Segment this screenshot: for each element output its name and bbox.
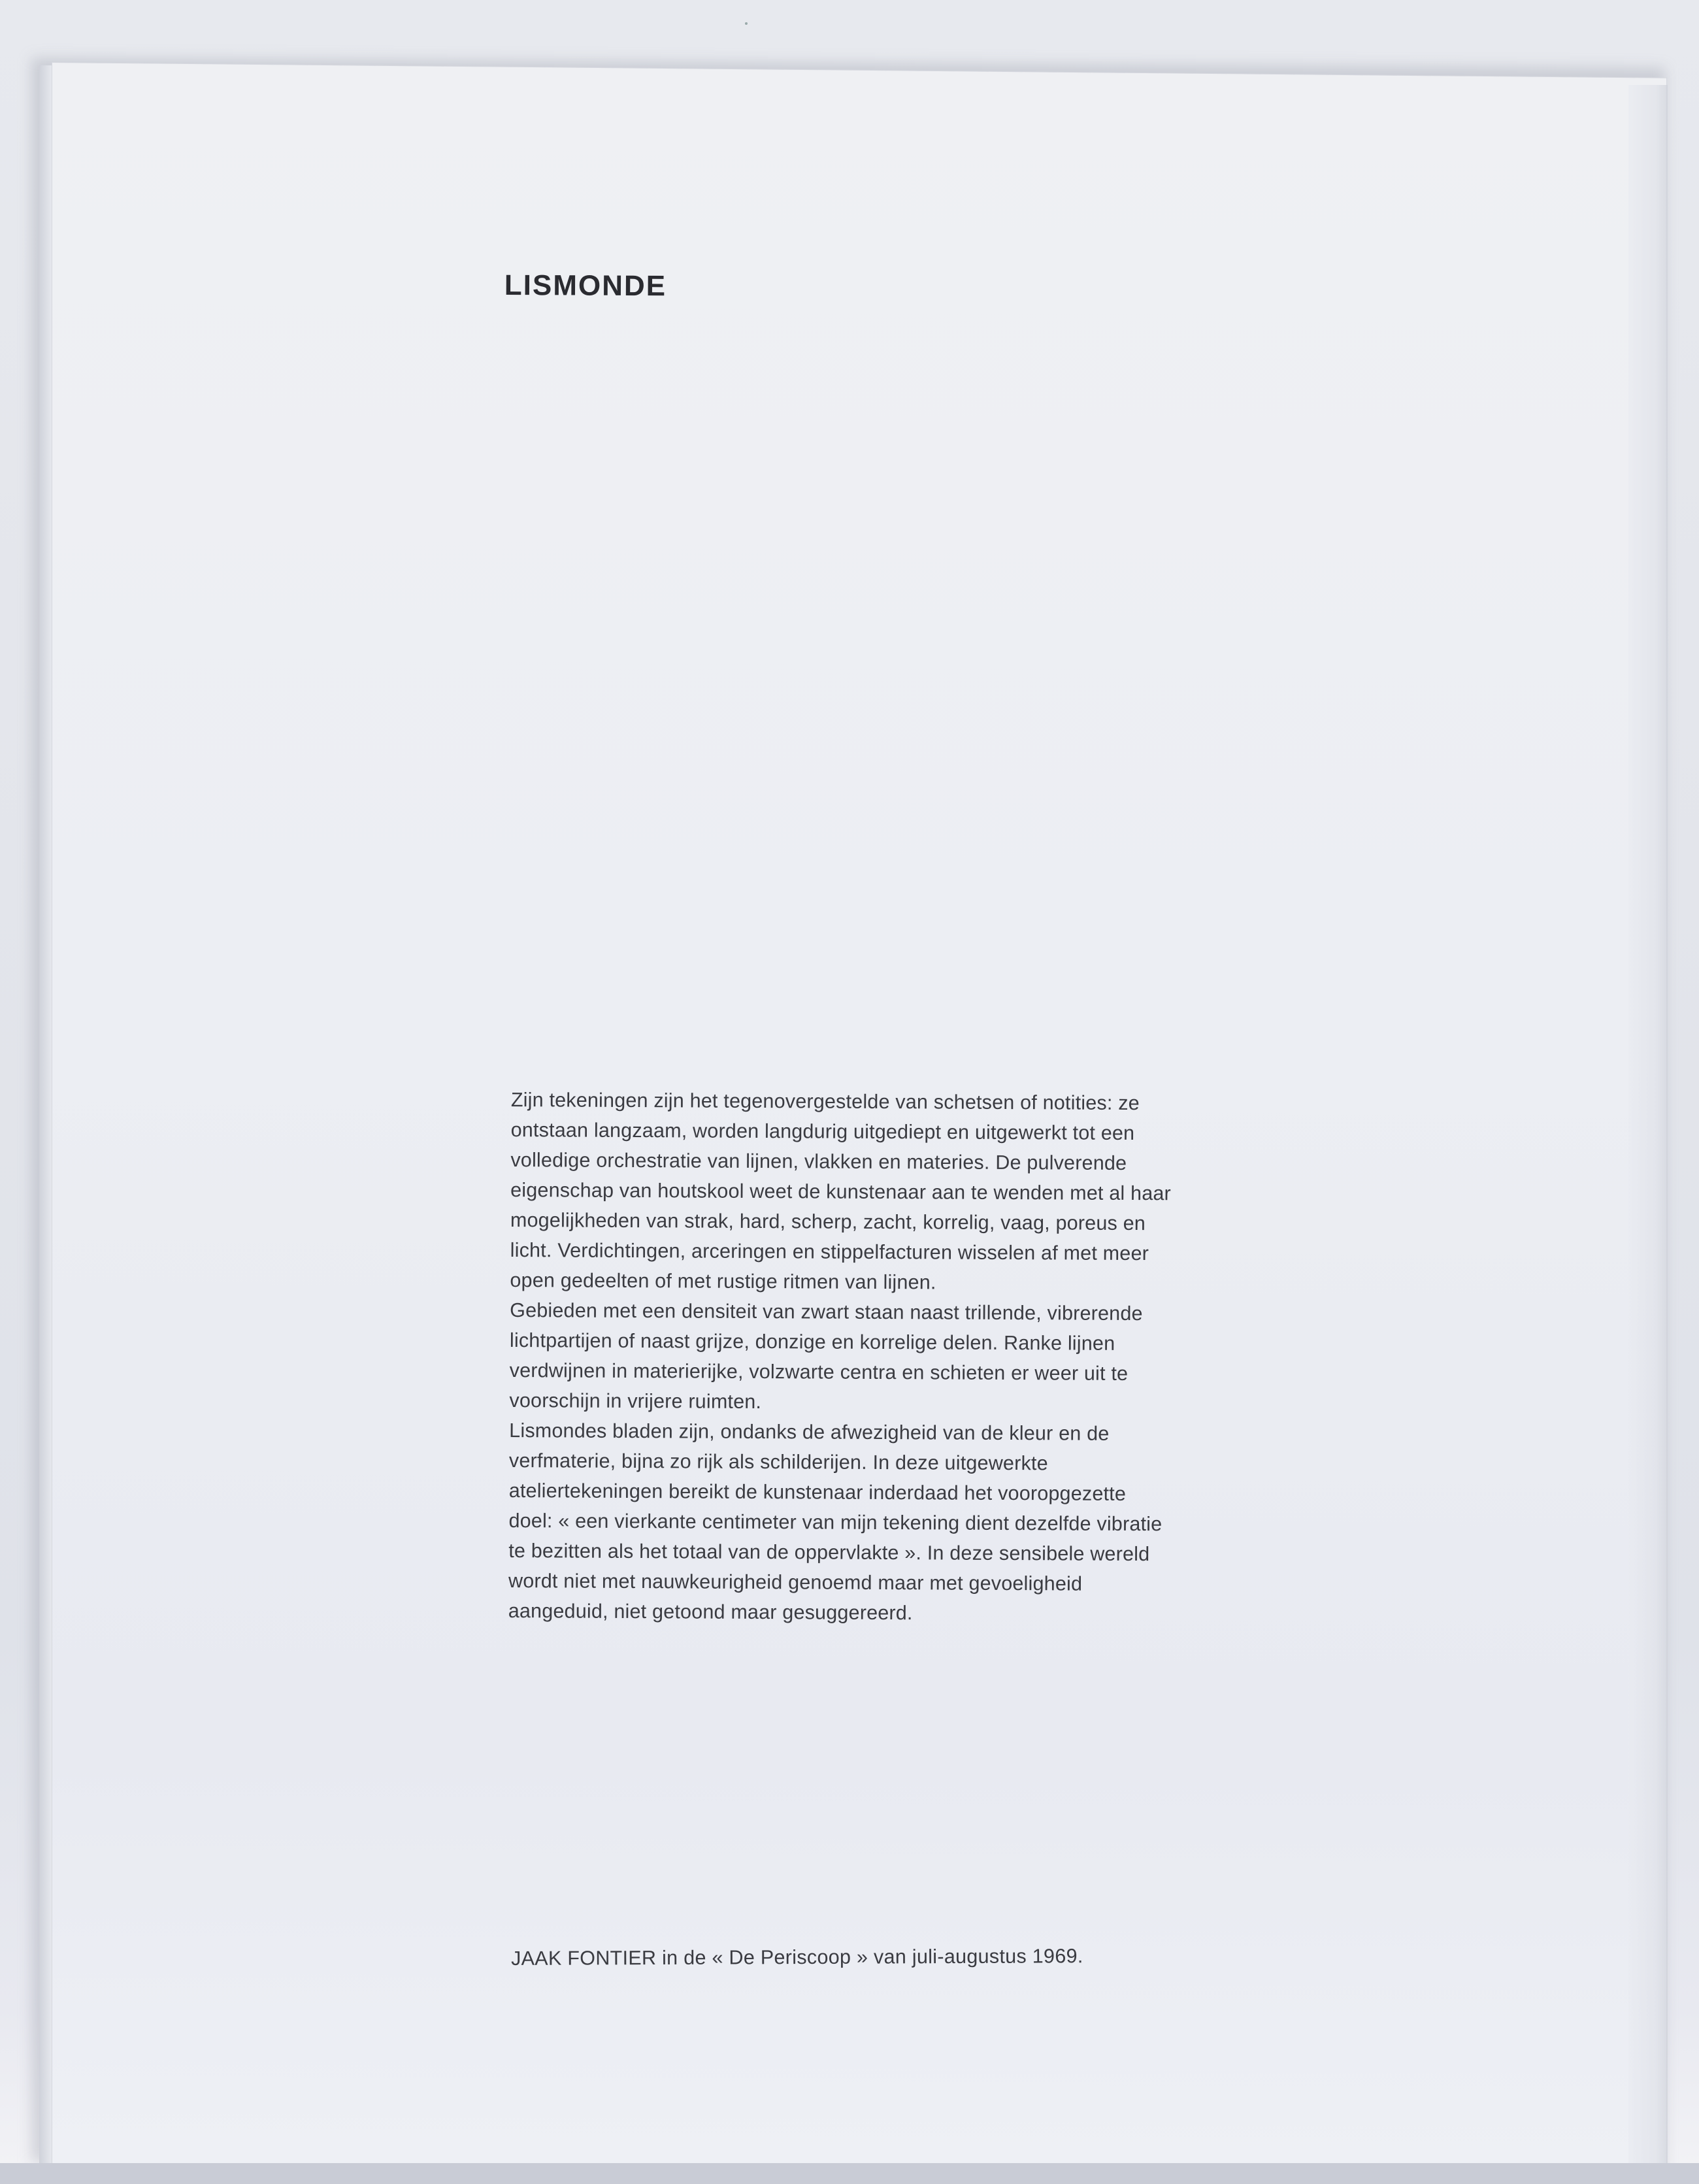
body-line: mogelijkheden van strak, hard, scherp, zacht, korrelig, vaag, poreus en xyxy=(510,1208,1146,1235)
paper-right-edge xyxy=(1628,85,1668,2163)
body-line: te bezitten als het totaal van de oppervlakte ». In deze sensibele wereld xyxy=(508,1539,1150,1566)
body-line: Zijn tekeningen zijn het tegenovergestelde van schetsen of notities: ze xyxy=(510,1088,1140,1115)
body-line: wordt niet met nauwkeurigheid genoemd maar met gevoeligheid xyxy=(508,1569,1083,1595)
body-line: verfmaterie, bijna zo rijk als schilderijen. In deze uitgewerkte xyxy=(508,1449,1048,1475)
body-text xyxy=(508,1085,1243,1630)
body-line: licht. Verdichtingen, arceringen en stippelfacturen wisselen af met meer xyxy=(510,1238,1149,1265)
body-line: Gebieden met een densiteit van zwart staan naast trillende, vibrerende xyxy=(510,1299,1143,1325)
body-line: ontstaan langzaam, worden langdurig uitgediept en uitgewerkt tot een xyxy=(510,1118,1135,1144)
body-line: aangeduid, niet getoond maar gesuggereerd. xyxy=(508,1599,913,1625)
dust-speck xyxy=(745,22,748,25)
paper-left-edge xyxy=(39,65,54,2166)
body-line: lichtpartijen of naast grijze, donzige en korrelige delen. Ranke lijnen xyxy=(509,1329,1115,1355)
body-line: volledige orchestratie van lijnen, vlakken en materies. De pulverende xyxy=(510,1148,1127,1174)
body-line: ateliertekeningen bereikt de kunstenaar inderdaad het vooropgezette xyxy=(508,1479,1127,1505)
body-line: voorschijn in vrijere ruimten. xyxy=(509,1389,762,1414)
body-line: doel: « een vierkante centimeter van mijn tekening dient dezelfde vibratie xyxy=(508,1509,1163,1536)
body-line: open gedeelten of met rustige ritmen van lijnen. xyxy=(510,1268,936,1294)
body-line: Lismondes bladen zijn, ondanks de afwezigheid van de kleur en de xyxy=(509,1419,1110,1445)
body-line: eigenschap van houtskool weet de kunstenaar aan te wenden met al haar xyxy=(510,1178,1172,1205)
body-line: verdwijnen in materierijke, volzwarte centra en schieten er weer uit te xyxy=(509,1359,1129,1385)
attribution: JAAK FONTIER in de « De Periscoop » van juli-augustus 1969. xyxy=(511,1945,1083,1970)
page-title: LISMONDE xyxy=(504,269,667,303)
table-edge xyxy=(0,2163,1699,2184)
